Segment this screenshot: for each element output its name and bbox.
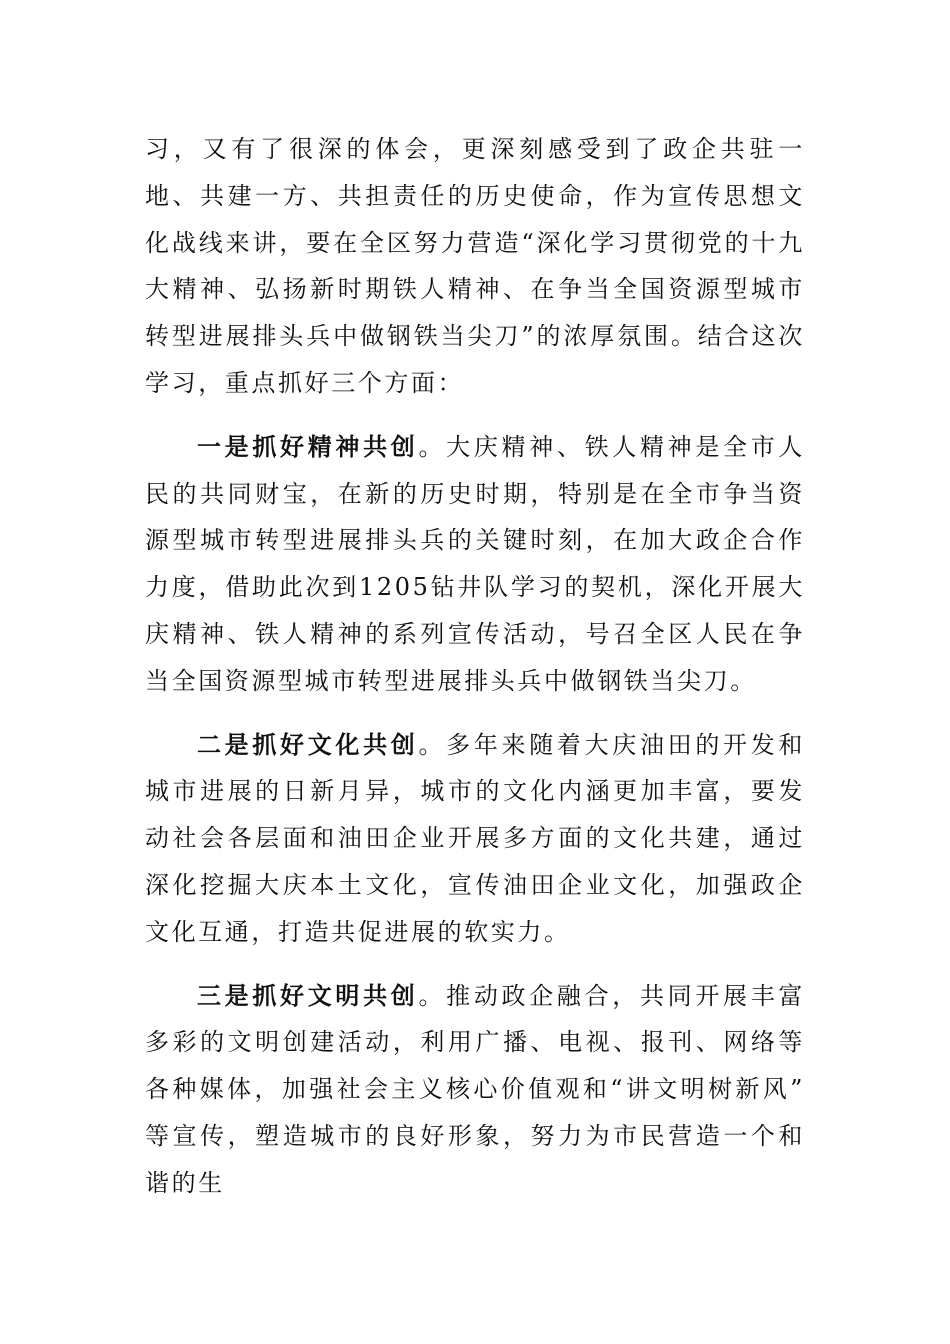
- paragraph-civilization: [145, 973, 805, 1207]
- paragraph-intro: [145, 126, 805, 407]
- paragraph-heading: 二是抓好文化共创: [197, 729, 419, 759]
- paragraph-spirit: [145, 424, 805, 705]
- paragraph-text: 习，又有了很深的体会，更深刻感受到了政企共驻一地、共建一方、共担责任的历史使命，作为宣传思想文化战线来讲，要在全区努力营造“深化学习贯彻党的十九大精神、弘扬新时期铁人精神、在争当全国资源型城市转型进展排头兵中做钢铁当尖刀”的浓厚氛围。结合这次学习，重点抓好三个方面：: [145, 135, 805, 397]
- paragraph-heading: 一是抓好精神共创: [197, 431, 419, 461]
- paragraph-culture: [145, 722, 805, 956]
- paragraph-heading: 三是抓好文明共创: [197, 980, 419, 1010]
- paragraph-text: 。推动政企融合，共同开展丰富多彩的文明创建活动，利用广播、电视、报刊、网络等各种媒体，加强社会主义核心价值观和“讲文明树新风” 等宣传，塑造城市的良好形象，努力为市民营造一个和谐的生: [145, 981, 805, 1197]
- paragraph-text: 。多年来随着大庆油田的开发和城市进展的日新月异，城市的文化内涵更加丰富，要发动社会各层面和油田企业开展多方面的文化共建，通过深化挖掘大庆本土文化，宣传油田企业文化，加强政企文化互通，打造共促进展的软实力。: [145, 730, 805, 946]
- document-page: [145, 126, 805, 1207]
- paragraph-text: 。大庆精神、铁人精神是全市人民的共同财宝，在新的历史时期，特别是在全市争当资源型城市转型进展排头兵的关键时刻，在加大政企合作力度，借助此次到1205钻井队学习的契机，深化开展大庆精神、铁人精神的系列宣传活动，号召全区人民在争当全国资源型城市转型进展排头兵中做钢铁当尖刀。: [145, 432, 805, 695]
